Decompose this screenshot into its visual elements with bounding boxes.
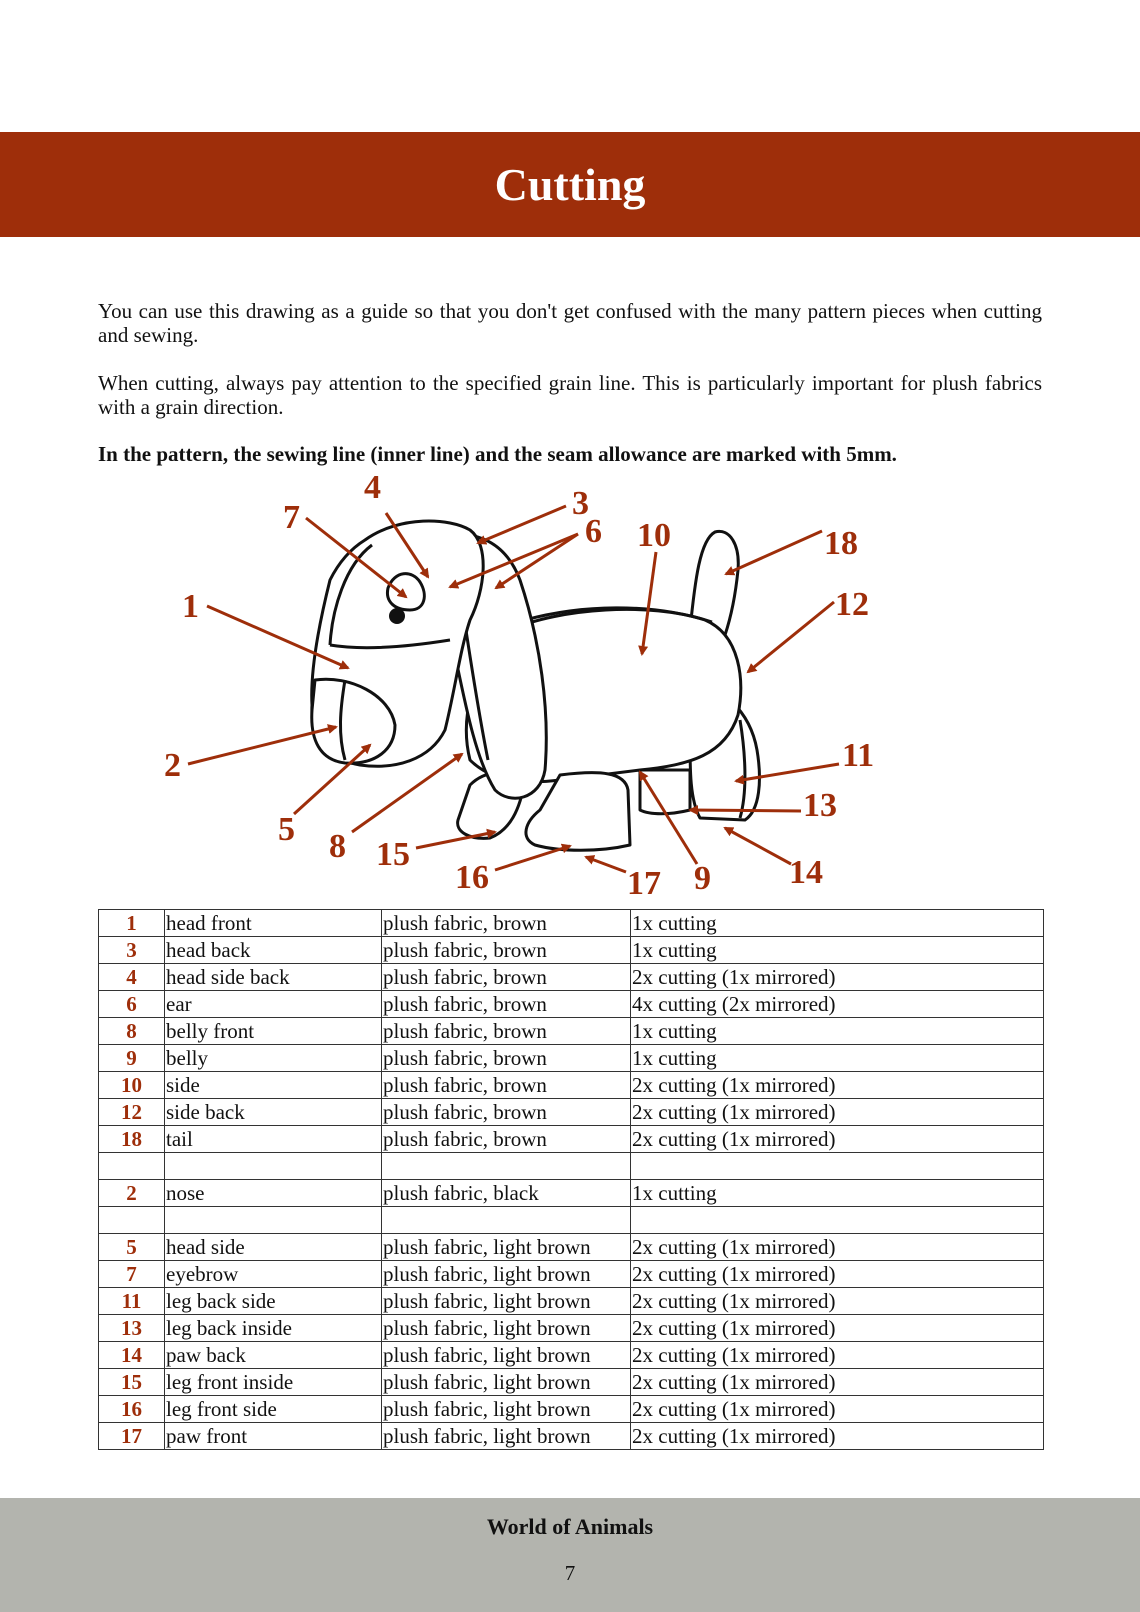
parts-table (98, 909, 1044, 1450)
table-row (99, 1153, 1044, 1180)
callout-18: 18 (824, 525, 858, 562)
part-cutting: 2x cutting (1x mirrored) (631, 1342, 1044, 1369)
part-name: head side back (165, 964, 382, 991)
callout-15: 15 (376, 836, 410, 873)
table-row (99, 1099, 1044, 1126)
part-number: 7 (99, 1261, 165, 1288)
part-fabric: plush fabric, light brown (382, 1288, 631, 1315)
part-name (165, 1153, 382, 1180)
part-name: head front (165, 910, 382, 937)
part-cutting: 1x cutting (631, 1018, 1044, 1045)
part-number: 18 (99, 1126, 165, 1153)
dog-outline (312, 521, 760, 850)
intro-paragraph-2: When cutting, always pay attention to the specified grain line. This is particularly important for plush fabrics with a grain direction. (98, 371, 1042, 419)
part-number: 15 (99, 1369, 165, 1396)
table-row (99, 964, 1044, 991)
table-row (99, 1369, 1044, 1396)
part-fabric: plush fabric, brown (382, 1126, 631, 1153)
part-fabric: plush fabric, brown (382, 1099, 631, 1126)
header-banner (0, 132, 1140, 237)
part-name: leg front inside (165, 1369, 382, 1396)
part-fabric: plush fabric, brown (382, 964, 631, 991)
part-cutting: 4x cutting (2x mirrored) (631, 991, 1044, 1018)
part-number: 6 (99, 991, 165, 1018)
part-cutting: 1x cutting (631, 1045, 1044, 1072)
table-row (99, 1261, 1044, 1288)
intro-paragraph-1: You can use this drawing as a guide so that you don't get confused with the many pattern pieces when cutting and sewing. (98, 299, 1042, 347)
table-row (99, 1072, 1044, 1099)
part-cutting: 1x cutting (631, 1180, 1044, 1207)
part-number (99, 1153, 165, 1180)
part-number: 11 (99, 1288, 165, 1315)
part-fabric: plush fabric, brown (382, 1072, 631, 1099)
part-fabric: plush fabric, light brown (382, 1396, 631, 1423)
table-row (99, 937, 1044, 964)
page-title: Cutting (494, 159, 646, 210)
part-fabric: plush fabric, brown (382, 910, 631, 937)
part-name: head side (165, 1234, 382, 1261)
callout-14: 14 (789, 854, 823, 891)
part-name: tail (165, 1126, 382, 1153)
part-cutting (631, 1207, 1044, 1234)
part-name: leg back inside (165, 1315, 382, 1342)
callout-12: 12 (835, 586, 869, 623)
table-row (99, 1396, 1044, 1423)
part-number: 4 (99, 964, 165, 991)
part-name: ear (165, 991, 382, 1018)
part-cutting: 2x cutting (1x mirrored) (631, 1423, 1044, 1450)
part-fabric: plush fabric, light brown (382, 1234, 631, 1261)
callout-6: 6 (585, 513, 602, 550)
callout-16: 16 (455, 859, 489, 896)
table-row (99, 1234, 1044, 1261)
part-cutting: 1x cutting (631, 937, 1044, 964)
part-fabric (382, 1153, 631, 1180)
table-row (99, 1423, 1044, 1450)
part-name: leg back side (165, 1288, 382, 1315)
footer (0, 1498, 1140, 1612)
part-fabric: plush fabric, black (382, 1180, 631, 1207)
eyebrow-shape (387, 574, 424, 610)
table-row (99, 1207, 1044, 1234)
part-fabric: plush fabric, light brown (382, 1315, 631, 1342)
part-name (165, 1207, 382, 1234)
part-fabric: plush fabric, brown (382, 1018, 631, 1045)
part-number: 16 (99, 1396, 165, 1423)
part-name: side (165, 1072, 382, 1099)
callout-8: 8 (329, 828, 346, 865)
part-number: 17 (99, 1423, 165, 1450)
part-number: 3 (99, 937, 165, 964)
part-cutting: 2x cutting (1x mirrored) (631, 1369, 1044, 1396)
part-fabric: plush fabric, brown (382, 937, 631, 964)
callout-2: 2 (164, 747, 181, 784)
parts-table-body (99, 910, 1044, 1450)
part-name: belly front (165, 1018, 382, 1045)
table-row (99, 1018, 1044, 1045)
part-fabric: plush fabric, brown (382, 1045, 631, 1072)
part-name: leg front side (165, 1396, 382, 1423)
callout-17: 17 (627, 865, 661, 902)
part-cutting: 2x cutting (1x mirrored) (631, 1396, 1044, 1423)
callout-7: 7 (283, 499, 300, 536)
part-number (99, 1207, 165, 1234)
part-number: 9 (99, 1045, 165, 1072)
part-number: 8 (99, 1018, 165, 1045)
back-paw-shape (640, 770, 690, 814)
part-fabric: plush fabric, light brown (382, 1369, 631, 1396)
part-cutting: 2x cutting (1x mirrored) (631, 1234, 1044, 1261)
table-row (99, 910, 1044, 937)
footer-title: World of Animals (486, 1514, 654, 1539)
part-cutting: 2x cutting (1x mirrored) (631, 1126, 1044, 1153)
page-number: 7 (564, 1561, 576, 1585)
part-fabric: plush fabric, light brown (382, 1423, 631, 1450)
table-row (99, 1288, 1044, 1315)
part-cutting: 2x cutting (1x mirrored) (631, 1072, 1044, 1099)
table-row (99, 1180, 1044, 1207)
part-number: 10 (99, 1072, 165, 1099)
eye-dot (389, 608, 405, 624)
dog-pattern-drawing (0, 470, 1140, 910)
callout-5: 5 (278, 811, 295, 848)
callout-3: 3 (572, 485, 589, 522)
callout-9: 9 (694, 860, 711, 897)
part-cutting: 2x cutting (1x mirrored) (631, 1288, 1044, 1315)
part-cutting: 2x cutting (1x mirrored) (631, 1315, 1044, 1342)
part-name: paw back (165, 1342, 382, 1369)
part-name: belly (165, 1045, 382, 1072)
part-number: 13 (99, 1315, 165, 1342)
part-fabric: plush fabric, brown (382, 991, 631, 1018)
part-name: head back (165, 937, 382, 964)
part-number: 2 (99, 1180, 165, 1207)
part-cutting: 1x cutting (631, 910, 1044, 937)
intro-paragraph-bold: In the pattern, the sewing line (inner line) and the seam allowance are marked with 5mm. (98, 442, 897, 466)
part-number: 14 (99, 1342, 165, 1369)
part-name: eyebrow (165, 1261, 382, 1288)
callout-10: 10 (637, 517, 671, 554)
callout-13: 13 (803, 787, 837, 824)
table-row (99, 1315, 1044, 1342)
table-row (99, 991, 1044, 1018)
table-row (99, 1045, 1044, 1072)
table-row (99, 1342, 1044, 1369)
callout-11: 11 (842, 737, 875, 774)
callout-1: 1 (182, 588, 199, 625)
callout-4: 4 (364, 470, 381, 506)
dog-illustration (0, 470, 1140, 910)
part-cutting: 2x cutting (1x mirrored) (631, 1099, 1044, 1126)
part-fabric (382, 1207, 631, 1234)
table-row (99, 1126, 1044, 1153)
part-name: nose (165, 1180, 382, 1207)
part-number: 5 (99, 1234, 165, 1261)
part-fabric: plush fabric, light brown (382, 1342, 631, 1369)
part-fabric: plush fabric, light brown (382, 1261, 631, 1288)
part-cutting: 2x cutting (1x mirrored) (631, 964, 1044, 991)
part-number: 1 (99, 910, 165, 937)
part-name: paw front (165, 1423, 382, 1450)
part-cutting (631, 1153, 1044, 1180)
part-number: 12 (99, 1099, 165, 1126)
part-cutting: 2x cutting (1x mirrored) (631, 1261, 1044, 1288)
part-name: side back (165, 1099, 382, 1126)
